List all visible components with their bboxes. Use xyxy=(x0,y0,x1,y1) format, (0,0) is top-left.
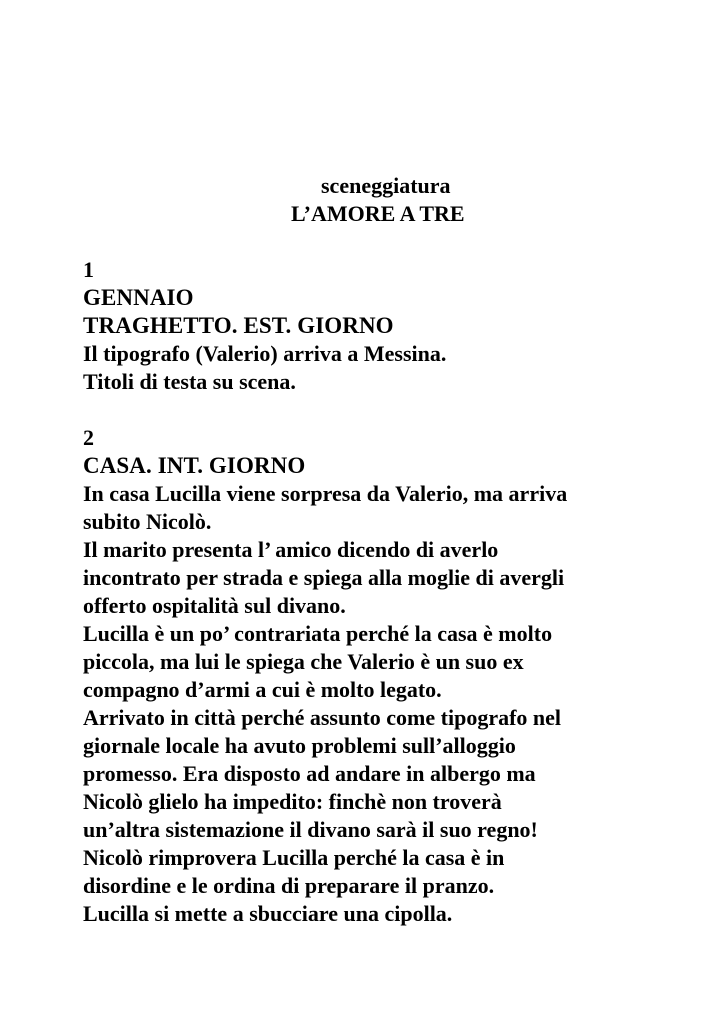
scene-text-line: promesso. Era disposto ad andare in albergo ma xyxy=(83,761,536,786)
scene-text-line: incontrato per strada e spiega alla moglie di avergli xyxy=(83,565,565,590)
scene-number: 1 xyxy=(83,257,94,282)
scene-text-line: In casa Lucilla viene sorpresa da Valerio, ma arriva xyxy=(83,481,568,506)
scene-text-line: subito Nicolò. xyxy=(83,509,212,534)
scene-text-line: Nicolò rimprovera Lucilla perché la casa è in xyxy=(83,845,505,870)
scene-text-line: Nicolò glielo ha impedito: finchè non troverà xyxy=(83,789,502,814)
scene-text-line: Il marito presenta l’ amico dicendo di averlo xyxy=(83,537,499,562)
scene-text-line: Lucilla si mette a sbucciare una cipolla. xyxy=(83,901,453,926)
scene-text-line: piccola, ma lui le spiega che Valerio è un suo ex xyxy=(83,649,524,674)
scene-text-line: compagno d’armi a cui è molto legato. xyxy=(83,677,442,702)
scene-heading-location: TRAGHETTO. EST. GIORNO xyxy=(83,313,394,338)
scene-1 xyxy=(83,256,703,396)
scene-number: 2 xyxy=(83,425,94,450)
scene-text-line: Lucilla è un po’ contrariata perché la casa è molto xyxy=(83,621,553,646)
scene-text-line: Il tipografo (Valerio) arriva a Messina. xyxy=(83,341,447,366)
scene-text-line: offerto ospitalità sul divano. xyxy=(83,593,346,618)
scene-heading-month: GENNAIO xyxy=(83,285,194,310)
scene-text-line: disordine e le ordina di preparare il pranzo. xyxy=(83,873,495,898)
scene-list xyxy=(83,256,703,956)
scene-heading-location: CASA. INT. GIORNO xyxy=(83,453,306,478)
scene-text-line: un’altra sistemazione il divano sarà il suo regno! xyxy=(83,817,538,842)
scene-text-line: giornale locale ha avuto problemi sull’alloggio xyxy=(83,733,516,758)
scene-2 xyxy=(83,424,703,928)
document-title: L’AMORE A TRE xyxy=(291,201,465,226)
scene-text-line: Arrivato in città perché assunto come tipografo nel xyxy=(83,705,562,730)
document-subtitle: sceneggiatura xyxy=(321,173,451,198)
scene-text-line: Titoli di testa su scena. xyxy=(83,369,296,394)
